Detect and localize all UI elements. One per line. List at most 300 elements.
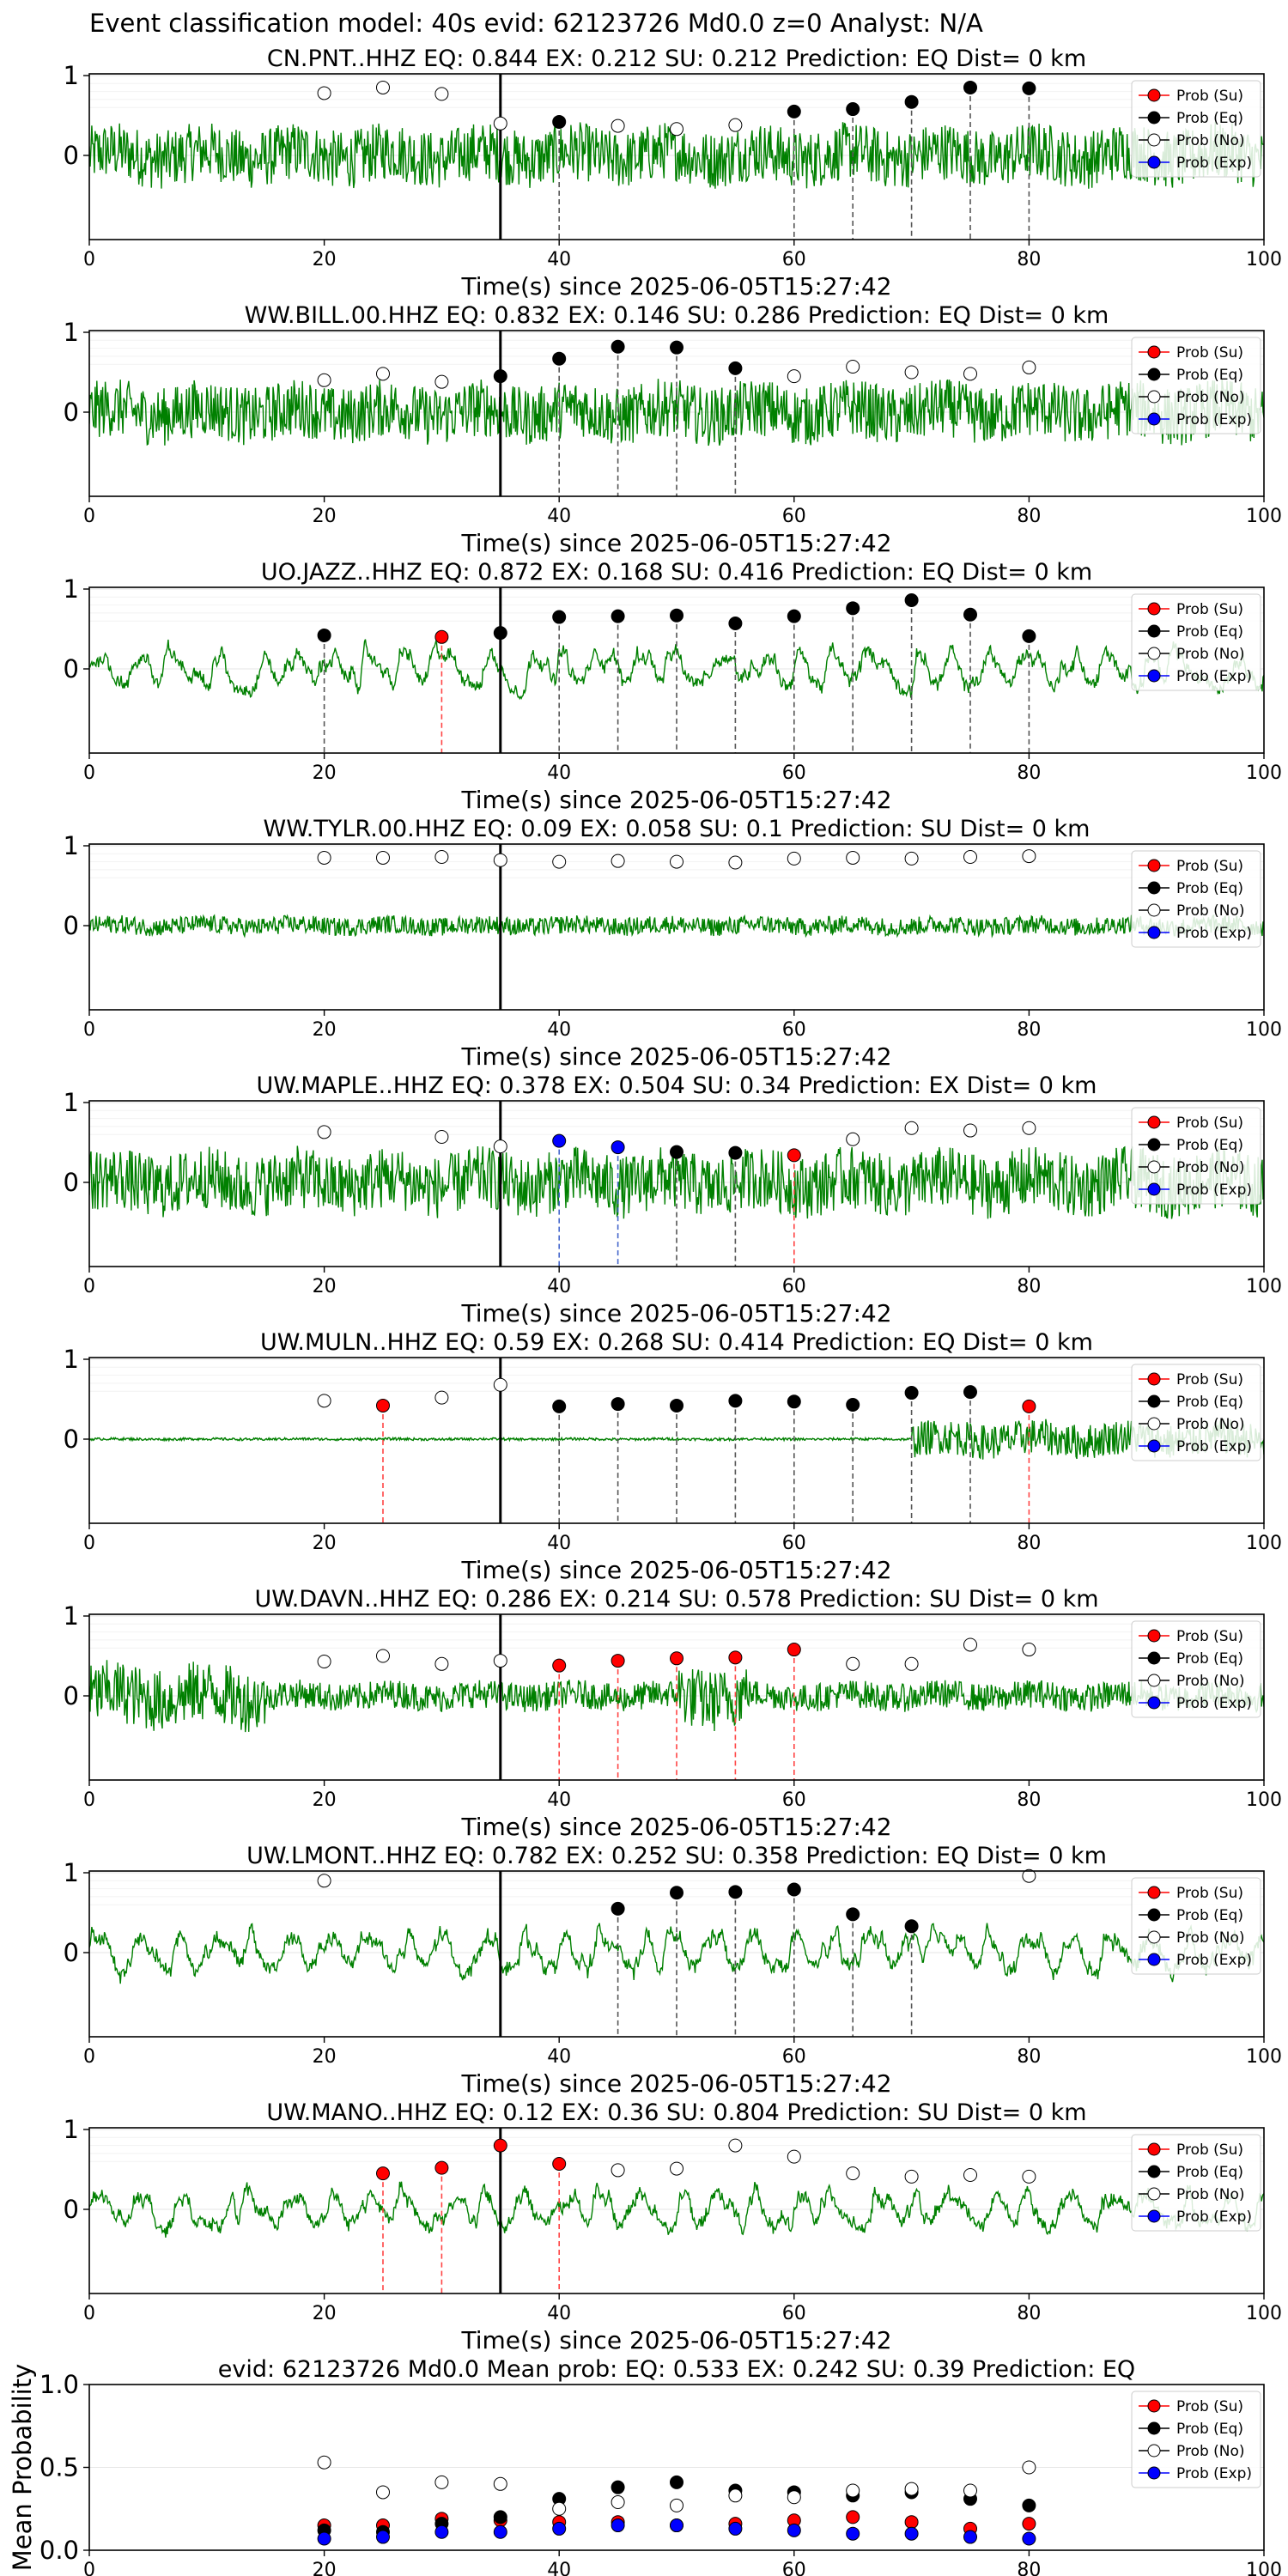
prob-point-no — [553, 855, 566, 868]
prob-point-eq — [964, 608, 977, 621]
legend-label: Prob (No) — [1176, 2443, 1245, 2460]
legend-label: Prob (Eq) — [1176, 1907, 1243, 1924]
subplot-title: UW.LMONT..HHZ EQ: 0.782 EX: 0.252 SU: 0.358 Prediction: EQ Dist= 0 km — [246, 1843, 1107, 1869]
legend-label: Prob (Exp) — [1176, 155, 1253, 172]
prob-point-no — [847, 360, 860, 373]
subplot-8 — [64, 1843, 1282, 2098]
mean-prob-point-exp — [611, 2519, 624, 2532]
y-tick-label: 0 — [63, 141, 79, 170]
prob-point-su — [611, 1655, 624, 1668]
prob-point-eq — [964, 81, 977, 94]
y-tick-label: 0 — [63, 1168, 79, 1197]
prob-point-su — [787, 1149, 800, 1162]
prob-point-no — [318, 1874, 331, 1887]
prob-point-eq — [1023, 82, 1036, 94]
subplot-title: WW.BILL.00.HHZ EQ: 0.832 EX: 0.146 SU: 0.286 Prediction: EQ Dist= 0 km — [244, 302, 1109, 329]
x-tick-label: 100 — [1246, 1533, 1282, 1554]
mean-prob-point-su — [905, 2516, 918, 2529]
x-tick-label: 0 — [83, 1276, 95, 1297]
legend-label: Prob (Exp) — [1176, 925, 1253, 942]
mean-prob-point-exp — [494, 2525, 507, 2538]
prob-point-no — [377, 1649, 390, 1662]
legend-marker-exp — [1148, 2467, 1160, 2479]
legend-label: Prob (No) — [1176, 902, 1245, 920]
prob-point-no — [494, 117, 507, 130]
prob-point-eq — [1023, 629, 1036, 642]
x-axis-label: Time(s) since 2025-06-05T15:27:42 — [461, 272, 892, 301]
y-tick-label: 1 — [63, 61, 79, 90]
legend-label: Prob (Exp) — [1176, 411, 1253, 428]
subplot-9 — [64, 2099, 1282, 2354]
prob-point-su — [553, 1659, 566, 1672]
legend-label: Prob (No) — [1176, 1929, 1245, 1947]
x-tick-label: 80 — [1017, 762, 1042, 784]
prob-point-eq — [729, 1146, 742, 1159]
x-tick-label: 100 — [1246, 506, 1282, 527]
prob-point-eq — [729, 1886, 742, 1899]
x-tick-label: 60 — [781, 2046, 806, 2068]
legend — [1132, 1878, 1261, 1974]
legend-label: Prob (Su) — [1176, 344, 1243, 361]
figure-title: Event classification model: 40s evid: 62123726 Md0.0 z=0 Analyst: N/A — [89, 9, 983, 38]
legend-marker-exp — [1148, 927, 1160, 939]
prob-point-no — [318, 1656, 331, 1668]
subplot-title: WW.TYLR.00.HHZ EQ: 0.09 EX: 0.058 SU: 0.1 Prediction: SU Dist= 0 km — [263, 816, 1091, 842]
prob-point-no — [787, 2150, 800, 2163]
mean-prob-point-no — [1023, 2461, 1036, 2474]
prob-point-no — [318, 1394, 331, 1407]
prob-point-eq — [553, 611, 566, 623]
legend-label: Prob (Eq) — [1176, 623, 1243, 641]
mean-prob-point-exp — [671, 2519, 683, 2532]
prob-point-no — [787, 370, 800, 383]
y-tick-label: 1 — [63, 574, 79, 604]
legend-marker-exp — [1148, 1183, 1160, 1195]
mean-prob-point-exp — [377, 2530, 390, 2543]
prob-point-no — [435, 851, 448, 864]
legend-marker-exp — [1148, 156, 1160, 168]
prob-point-no — [318, 1126, 331, 1139]
legend-marker-no — [1148, 1161, 1160, 1173]
x-tick-label: 60 — [781, 762, 806, 784]
y-tick-label: 0 — [63, 398, 79, 427]
prob-point-no — [318, 851, 331, 864]
subplot-10 — [8, 2356, 1282, 2576]
legend-label: Prob (Exp) — [1176, 2465, 1253, 2482]
prob-point-eq — [553, 115, 566, 128]
y-tick-label: 0 — [63, 1425, 79, 1454]
mean-prob-point-eq — [494, 2511, 507, 2524]
prob-point-no — [729, 856, 742, 869]
legend-marker-eq — [1148, 625, 1160, 637]
legend — [1132, 81, 1261, 177]
x-axis-label: Time(s) since 2025-06-05T15:27:42 — [461, 786, 892, 814]
x-tick-label: 0 — [83, 1533, 95, 1554]
mean-prob-point-no — [729, 2489, 742, 2502]
legend-marker-su — [1148, 860, 1160, 872]
prob-point-no — [787, 852, 800, 865]
legend-label: Prob (Eq) — [1176, 2421, 1243, 2438]
prob-point-no — [1023, 2170, 1036, 2183]
legend-marker-eq — [1148, 1395, 1160, 1407]
legend-marker-su — [1148, 2143, 1160, 2155]
mean-prob-point-exp — [729, 2522, 742, 2535]
subplot-1 — [64, 46, 1282, 301]
legend-marker-no — [1148, 134, 1160, 146]
prob-point-eq — [611, 1902, 624, 1915]
mean-prob-point-su — [847, 2511, 860, 2524]
subplot-5 — [64, 1072, 1282, 1327]
mean-prob-point-eq — [611, 2481, 624, 2494]
prob-point-eq — [553, 352, 566, 365]
prob-point-eq — [787, 610, 800, 623]
legend-label: Prob (Exp) — [1176, 1695, 1253, 1712]
prob-point-no — [671, 855, 683, 868]
legend-marker-exp — [1148, 413, 1160, 425]
subplot-title: evid: 62123726 Md0.0 Mean prob: EQ: 0.533 EX: 0.242 SU: 0.39 Prediction: EQ — [217, 2356, 1136, 2383]
x-tick-label: 100 — [1246, 1789, 1282, 1811]
legend-marker-eq — [1148, 2166, 1160, 2178]
x-tick-label: 40 — [547, 2303, 572, 2324]
prob-point-no — [435, 88, 448, 100]
legend-label: Prob (Su) — [1176, 601, 1243, 618]
legend-label: Prob (Eq) — [1176, 880, 1243, 897]
mean-prob-point-eq — [1023, 2499, 1036, 2512]
x-tick-label: 40 — [547, 1019, 572, 1041]
prob-point-eq — [787, 105, 800, 118]
y-tick-label: 1 — [63, 1858, 79, 1887]
prob-point-su — [377, 1399, 390, 1412]
x-tick-label: 80 — [1017, 506, 1042, 527]
legend-marker-no — [1148, 1674, 1160, 1686]
prob-point-eq — [671, 341, 683, 354]
prob-point-eq — [553, 1400, 566, 1413]
legend-marker-no — [1148, 1931, 1160, 1943]
subplot-title: CN.PNT..HHZ EQ: 0.844 EX: 0.212 SU: 0.212 Prediction: EQ Dist= 0 km — [266, 46, 1087, 72]
prob-point-no — [435, 1130, 448, 1143]
prob-point-no — [847, 1133, 860, 1145]
x-tick-label: 0 — [83, 2560, 95, 2576]
x-tick-label: 40 — [547, 762, 572, 784]
prob-point-no — [377, 81, 390, 94]
legend — [1132, 1364, 1261, 1461]
x-axis-label: Time(s) since 2025-06-05T15:27:42 — [461, 1042, 892, 1071]
x-tick-label: 100 — [1246, 762, 1282, 784]
prob-point-no — [494, 854, 507, 866]
legend-label: Prob (No) — [1176, 1416, 1245, 1433]
prob-point-no — [318, 374, 331, 386]
prob-point-eq — [905, 1920, 918, 1933]
legend-marker-exp — [1148, 2210, 1160, 2222]
legend-marker-no — [1148, 391, 1160, 403]
legend — [1132, 1108, 1261, 1204]
x-tick-label: 80 — [1017, 1533, 1042, 1554]
prob-point-eq — [787, 1395, 800, 1408]
x-tick-label: 100 — [1246, 1276, 1282, 1297]
legend-label: Prob (No) — [1176, 1673, 1245, 1690]
x-tick-label: 20 — [312, 762, 337, 784]
prob-point-no — [847, 1657, 860, 1670]
prob-point-su — [553, 2157, 566, 2170]
legend-label: Prob (Su) — [1176, 1115, 1243, 1132]
subplot-2 — [64, 302, 1282, 557]
subplot-title: UW.MANO..HHZ EQ: 0.12 EX: 0.36 SU: 0.804 Prediction: SU Dist= 0 km — [266, 2099, 1087, 2126]
y-tick-label: 0 — [63, 1681, 79, 1710]
prob-point-eq — [671, 609, 683, 622]
mean-prob-point-no — [494, 2477, 507, 2490]
y-tick-label: 0 — [63, 911, 79, 940]
prob-point-eq — [729, 617, 742, 629]
legend — [1132, 1621, 1261, 1717]
prob-point-no — [494, 1655, 507, 1668]
x-tick-label: 60 — [781, 1276, 806, 1297]
x-tick-label: 0 — [83, 2303, 95, 2324]
prob-point-eq — [671, 1886, 683, 1899]
prob-point-su — [1023, 1400, 1036, 1413]
prob-point-eq — [847, 1399, 860, 1412]
y-tick-label: 1 — [63, 831, 79, 860]
x-tick-label: 80 — [1017, 249, 1042, 270]
x-tick-label: 100 — [1246, 249, 1282, 270]
x-tick-label: 20 — [312, 1276, 337, 1297]
x-tick-label: 20 — [312, 2560, 337, 2576]
x-axis-label: Time(s) since 2025-06-05T15:27:42 — [461, 1813, 892, 1841]
y-tick-label: 1 — [63, 1601, 79, 1631]
x-tick-label: 0 — [83, 249, 95, 270]
mean-prob-point-exp — [787, 2524, 800, 2537]
legend-label: Prob (Exp) — [1176, 2208, 1253, 2226]
legend-label: Prob (Su) — [1176, 858, 1243, 875]
x-tick-label: 20 — [312, 1533, 337, 1554]
x-tick-label: 0 — [83, 506, 95, 527]
legend — [1132, 2135, 1261, 2231]
x-tick-label: 20 — [312, 2046, 337, 2068]
x-tick-label: 40 — [547, 2560, 572, 2576]
prob-point-su — [377, 2167, 390, 2180]
mean-prob-point-exp — [964, 2530, 977, 2543]
prob-point-no — [611, 119, 624, 132]
x-tick-label: 20 — [312, 249, 337, 270]
prob-point-no — [611, 2164, 624, 2177]
legend — [1132, 2391, 1261, 2488]
prob-point-no — [964, 1124, 977, 1137]
prob-point-no — [611, 854, 624, 867]
legend-label: Prob (Su) — [1176, 2142, 1243, 2159]
y-tick-label: 1 — [63, 1088, 79, 1117]
legend-label: Prob (Su) — [1176, 1371, 1243, 1388]
x-tick-label: 60 — [781, 1533, 806, 1554]
prob-point-eq — [729, 1394, 742, 1407]
prob-point-eq — [611, 610, 624, 623]
legend — [1132, 851, 1261, 947]
subplot-3 — [64, 559, 1282, 814]
x-tick-label: 60 — [781, 2560, 806, 2576]
prob-point-no — [905, 1121, 918, 1134]
prob-point-eq — [847, 1908, 860, 1921]
legend-label: Prob (Su) — [1176, 1628, 1243, 1645]
legend-label: Prob (Eq) — [1176, 1650, 1243, 1668]
legend-marker-su — [1148, 603, 1160, 615]
legend-marker-eq — [1148, 368, 1160, 380]
legend-label: Prob (Eq) — [1176, 110, 1243, 127]
prob-point-eq — [318, 629, 331, 641]
legend-marker-su — [1148, 89, 1160, 101]
subplot-6 — [64, 1329, 1282, 1584]
x-tick-label: 20 — [312, 1789, 337, 1811]
legend-label: Prob (Eq) — [1176, 2164, 1243, 2181]
legend-marker-su — [1148, 1373, 1160, 1385]
mean-prob-point-no — [318, 2456, 331, 2469]
x-tick-label: 60 — [781, 1789, 806, 1811]
x-tick-label: 80 — [1017, 1276, 1042, 1297]
prob-point-su — [435, 630, 448, 643]
x-tick-label: 20 — [312, 506, 337, 527]
x-axis-label: Time(s) since 2025-06-05T15:27:42 — [461, 1299, 892, 1327]
legend-label: Prob (Eq) — [1176, 1394, 1243, 1411]
mean-prob-point-exp — [905, 2527, 918, 2540]
legend-marker-su — [1148, 1116, 1160, 1128]
prob-point-eq — [847, 602, 860, 615]
y-tick-label: 0.5 — [39, 2452, 79, 2482]
legend-label: Prob (Exp) — [1176, 1182, 1253, 1199]
mean-prob-point-eq — [671, 2476, 683, 2488]
legend-marker-no — [1148, 1418, 1160, 1430]
prob-point-no — [847, 2167, 860, 2180]
legend-marker-exp — [1148, 670, 1160, 682]
x-axis-label: Time(s) since 2025-06-05T15:27:42 — [461, 2069, 892, 2098]
x-axis-label: Time(s) since 2025-06-05T15:27:42 — [461, 2326, 892, 2354]
prob-point-no — [494, 1378, 507, 1391]
x-tick-label: 80 — [1017, 2560, 1042, 2576]
x-tick-label: 40 — [547, 1789, 572, 1811]
legend-marker-eq — [1148, 1139, 1160, 1151]
prob-point-eq — [494, 627, 507, 640]
prob-point-no — [1023, 1121, 1036, 1134]
x-tick-label: 80 — [1017, 2303, 1042, 2324]
legend-marker-su — [1148, 1630, 1160, 1642]
x-tick-label: 60 — [781, 249, 806, 270]
mean-prob-point-no — [435, 2476, 448, 2488]
prob-point-su — [435, 2161, 448, 2174]
x-tick-label: 100 — [1246, 2560, 1282, 2576]
legend-label: Prob (Eq) — [1176, 1137, 1243, 1154]
legend-marker-eq — [1148, 882, 1160, 894]
mean-prob-point-su — [1023, 2518, 1036, 2530]
legend-label: Prob (No) — [1176, 389, 1245, 406]
prob-point-su — [787, 1643, 800, 1656]
legend-label: Prob (Exp) — [1176, 668, 1253, 685]
legend-label: Prob (No) — [1176, 132, 1245, 149]
prob-point-no — [905, 1657, 918, 1670]
prob-point-no — [1023, 1643, 1036, 1656]
prob-point-eq — [905, 95, 918, 108]
subplot-title: UO.JAZZ..HHZ EQ: 0.872 EX: 0.168 SU: 0.416 Prediction: EQ Dist= 0 km — [260, 559, 1093, 586]
x-tick-label: 0 — [83, 2046, 95, 2068]
prob-point-no — [729, 118, 742, 131]
legend-marker-eq — [1148, 2422, 1160, 2434]
x-tick-label: 0 — [83, 1789, 95, 1811]
x-tick-label: 40 — [547, 2046, 572, 2068]
prob-point-no — [847, 851, 860, 864]
prob-point-no — [905, 2170, 918, 2183]
prob-point-eq — [964, 1386, 977, 1399]
x-tick-label: 80 — [1017, 1789, 1042, 1811]
prob-point-eq — [729, 361, 742, 374]
x-tick-label: 40 — [547, 506, 572, 527]
x-tick-label: 60 — [781, 2303, 806, 2324]
prob-point-no — [905, 366, 918, 379]
x-tick-label: 40 — [547, 249, 572, 270]
mean-prob-point-no — [787, 2491, 800, 2504]
prob-point-exp — [553, 1134, 566, 1147]
prob-point-no — [435, 1391, 448, 1404]
x-tick-label: 0 — [83, 1019, 95, 1041]
y-tick-label: 1 — [63, 2115, 79, 2144]
y-tick-label: 1.0 — [39, 2370, 79, 2399]
legend-marker-eq — [1148, 1909, 1160, 1921]
y-tick-label: 0 — [63, 1938, 79, 1967]
x-tick-label: 100 — [1246, 1019, 1282, 1041]
prob-point-eq — [905, 594, 918, 607]
y-tick-label: 1 — [63, 1345, 79, 1374]
subplot-title: UW.MULN..HHZ EQ: 0.59 EX: 0.268 SU: 0.414 Prediction: EQ Dist= 0 km — [260, 1329, 1093, 1356]
mean-prob-point-exp — [318, 2532, 331, 2545]
legend-marker-no — [1148, 2445, 1160, 2457]
legend-marker-exp — [1148, 1440, 1160, 1452]
mean-prob-point-no — [964, 2484, 977, 2497]
prob-point-eq — [494, 370, 507, 383]
legend-marker-eq — [1148, 1652, 1160, 1664]
prob-point-exp — [611, 1141, 624, 1154]
mean-prob-point-no — [671, 2499, 683, 2512]
mean-prob-point-exp — [435, 2525, 448, 2538]
legend-marker-su — [1148, 1886, 1160, 1899]
prob-point-eq — [847, 103, 860, 116]
x-axis-label: Time(s) since 2025-06-05T15:27:42 — [461, 1556, 892, 1584]
subplot-title: UW.MAPLE..HHZ EQ: 0.378 EX: 0.504 SU: 0.34 Prediction: EX Dist= 0 km — [256, 1072, 1097, 1099]
x-tick-label: 20 — [312, 2303, 337, 2324]
prob-point-no — [905, 852, 918, 865]
prob-point-no — [377, 368, 390, 380]
prob-point-eq — [611, 1398, 624, 1411]
legend-label: Prob (No) — [1176, 2186, 1245, 2203]
y-tick-label: 0 — [63, 654, 79, 683]
mean-prob-point-exp — [553, 2522, 566, 2535]
legend-marker-no — [1148, 2188, 1160, 2200]
legend-marker-su — [1148, 2400, 1160, 2412]
legend — [1132, 594, 1261, 690]
legend-label: Prob (No) — [1176, 646, 1245, 663]
x-tick-label: 80 — [1017, 1019, 1042, 1041]
prob-point-su — [729, 1651, 742, 1664]
legend-marker-no — [1148, 904, 1160, 916]
legend-label: Prob (No) — [1176, 1159, 1245, 1176]
prob-point-su — [671, 1652, 683, 1665]
x-tick-label: 40 — [547, 1533, 572, 1554]
y-axis-label: Mean Probability — [8, 2363, 37, 2572]
legend-label: Prob (Su) — [1176, 1885, 1243, 1902]
mean-prob-point-exp — [847, 2527, 860, 2540]
x-tick-label: 60 — [781, 1019, 806, 1041]
prob-point-no — [1023, 850, 1036, 863]
prob-point-no — [964, 1638, 977, 1651]
prob-point-no — [671, 2162, 683, 2175]
x-tick-label: 40 — [547, 1276, 572, 1297]
prob-point-eq — [611, 340, 624, 353]
prob-point-no — [435, 375, 448, 388]
prob-point-no — [318, 87, 331, 100]
prob-point-no — [964, 851, 977, 864]
